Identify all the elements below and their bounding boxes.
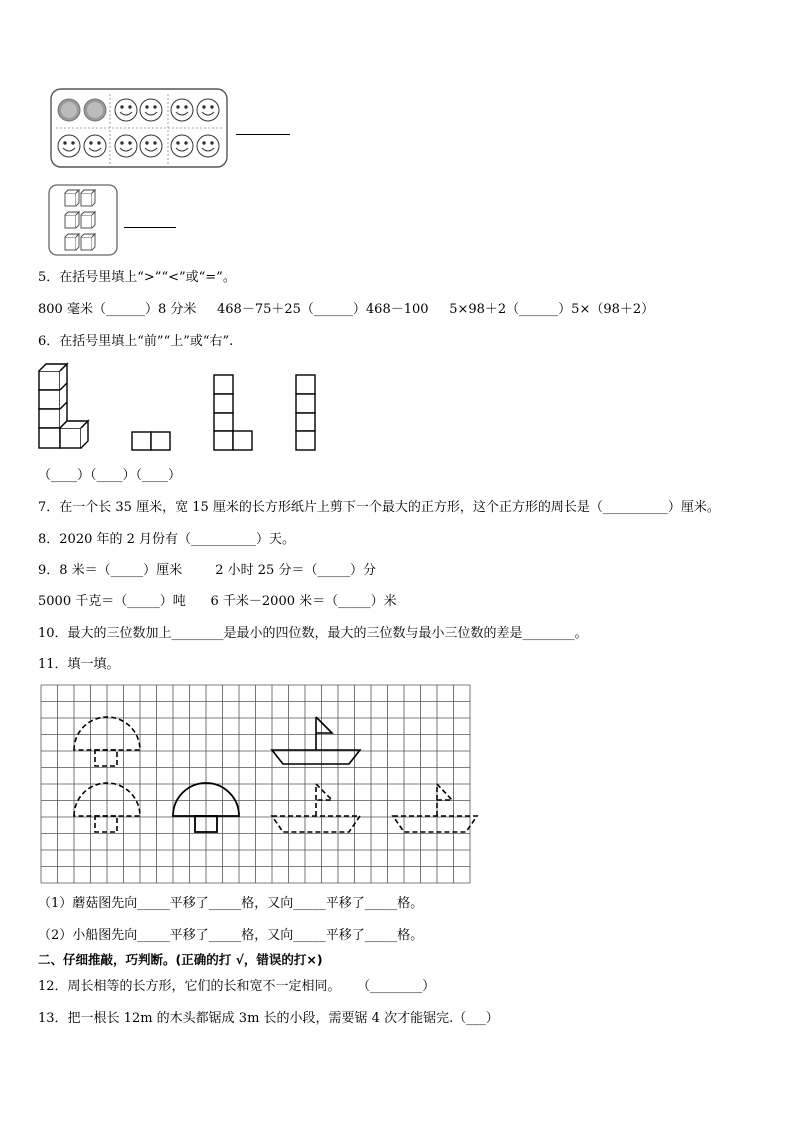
shaded-circle-icon [58,99,80,121]
boat-dashed-1 [272,784,360,832]
boat-solid [272,717,360,764]
q6-title: 6．在括号里填上“前”“上”或“右”. [38,334,234,349]
q7: 7．在一个长 35 厘米，宽 15 厘米的长方形纸片上剪下一个最大的正方形，这个正方形的周长是（__________）厘米。 [38,500,720,515]
q9-line2: 5000 千克＝（_____）吨 6 千米－2000 米＝（_____）米 [38,594,397,609]
q11-sub1: （1）蘑菇图先向_____平移了_____格，又向_____平移了_____格。 [38,896,424,911]
stacked-cubes-3d [39,364,88,448]
q10: 10．最大的三位数加上________是最小的四位数，最大的三位数与最小三位数的差是________。 [38,626,588,641]
cubes-box-figure [48,184,120,258]
view-l-shape [214,375,252,450]
answer-blank-2[interactable] [124,227,176,228]
q8: 8．2020 年的 2 月份有（__________）天。 [38,532,296,547]
boat-dashed-2 [393,784,477,832]
view-two-squares [132,432,170,450]
block-views-figure [36,360,326,456]
q5-title: 5．在括号里填上“>”“<”或“=”。 [38,270,236,285]
translation-grid-figure [40,684,480,884]
smiley-ten-frame-figure [50,88,230,170]
q5-comparisons: 800 毫米（______）8 分米 468－75＋25（______）468－100 5×98＋2（______）5×（98＋2） [38,302,655,317]
view-column [296,375,315,450]
q12: 12．周长相等的长方形，它们的长和宽不一定相同。 （________） [38,979,436,994]
q6-answers[interactable]: （____）（____）（____） [38,468,182,483]
q13: 13．把一根长 12m 的木头都锯成 3m 长的小段，需要锯 4 次才能锯完.（___） [38,1011,499,1026]
section2-heading: 二、仔细推敲，巧判断。(正确的打 √，错误的打×) [38,952,323,967]
shaded-circle-icon [84,99,106,121]
answer-blank-1[interactable] [236,134,290,135]
grid-lines [41,685,470,883]
q11-title: 11．填一填。 [38,657,120,672]
q11-sub2: （2）小船图先向_____平移了_____格，又向_____平移了_____格。 [38,928,424,943]
q9-line1: 9．8 米＝（_____）厘米 2 小时 25 分＝（_____）分 [38,563,376,578]
